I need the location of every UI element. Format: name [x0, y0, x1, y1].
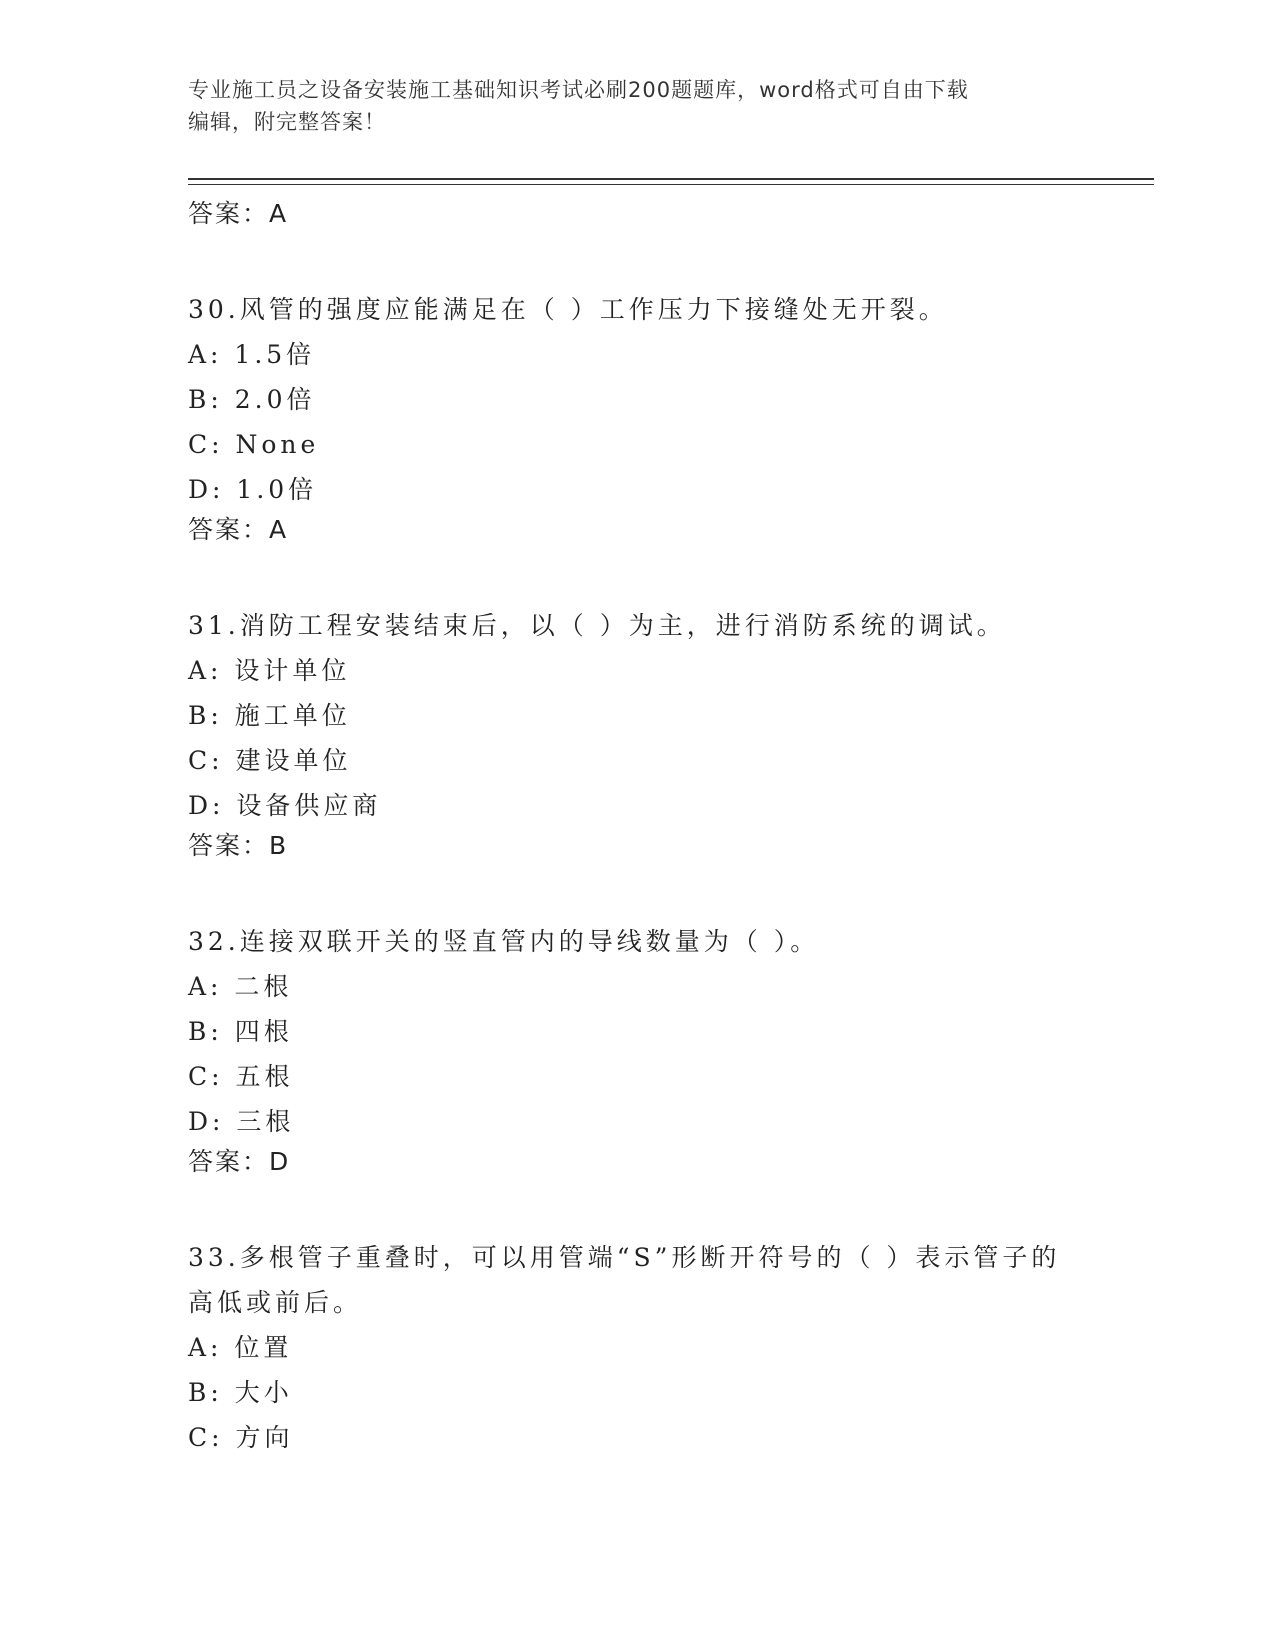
- option-c: C: 五根: [188, 1062, 294, 1091]
- option-a: A: 1.5倍: [188, 340, 316, 369]
- header-divider-thin: [188, 184, 1154, 185]
- option-b: B: 施工单位: [188, 701, 351, 730]
- answer-line: 答案：A: [188, 515, 289, 544]
- option-d: D: 三根: [188, 1107, 295, 1136]
- option-b: B: 四根: [188, 1017, 293, 1046]
- option-d: D: 1.0倍: [188, 475, 318, 504]
- option-c: C: 建设单位: [188, 746, 352, 775]
- answer-line: 答案：A: [188, 199, 289, 228]
- question-33: [188, 1235, 1148, 1460]
- option-c: C: 方向: [188, 1423, 294, 1452]
- option-d: D: 设备供应商: [188, 791, 382, 820]
- question-30: [188, 287, 1148, 548]
- header-divider-thick: [188, 178, 1154, 180]
- option-b: B: 2.0倍: [188, 385, 316, 414]
- question-text: 30.风管的强度应能满足在（ ）工作压力下接缝处无开裂。: [188, 295, 948, 324]
- question-text-line1: 33.多根管子重叠时，可以用管端“S”形断开符号的（ ）表示管子的: [188, 1243, 1061, 1272]
- option-c: C: None: [188, 430, 320, 459]
- question-31: [188, 603, 1148, 864]
- answer-line: 答案：B: [188, 831, 289, 860]
- answer-line: 答案：D: [188, 1147, 291, 1176]
- question-32: [188, 919, 1148, 1180]
- option-b: B: 大小: [188, 1378, 293, 1407]
- option-a: A: 二根: [188, 972, 293, 1001]
- option-a: A: 设计单位: [188, 656, 351, 685]
- question-text: 32.连接双联开关的竖直管内的导线数量为（ ）。: [188, 927, 820, 956]
- question-text: 31.消防工程安装结束后，以（ ）为主，进行消防系统的调试。: [188, 611, 1006, 640]
- header-title-line1: 专业施工员之设备安装施工基础知识考试必刷200题题库，word格式可自由下载: [188, 78, 969, 102]
- document-header: [188, 74, 1068, 138]
- question-text-line2: 高低或前后。: [188, 1288, 363, 1317]
- question-list: [188, 196, 1148, 1460]
- option-a: A: 位置: [188, 1333, 293, 1362]
- header-title-line2: 编辑，附完整答案！: [188, 110, 386, 134]
